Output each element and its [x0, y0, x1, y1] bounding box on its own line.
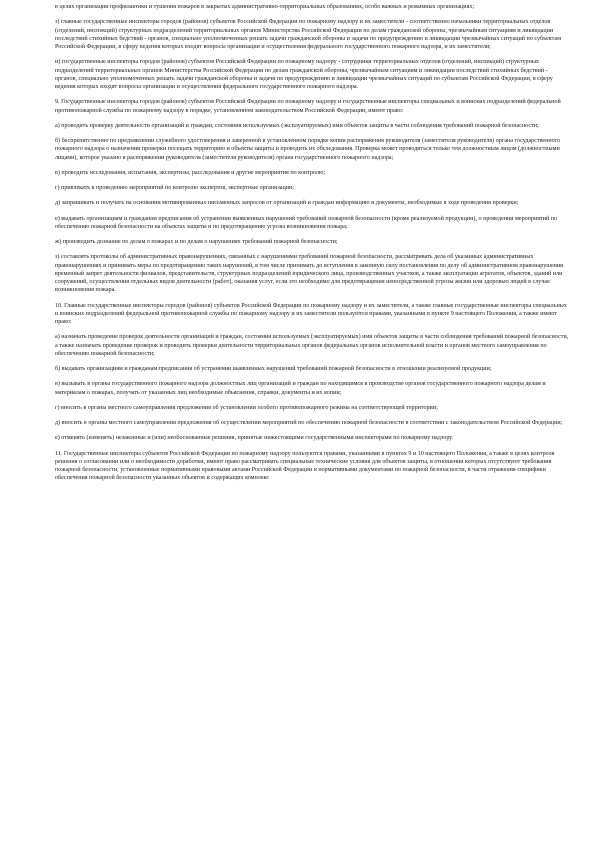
paragraph-9-z: з) составлять протоколы об административных правонарушениях, связанных с нарушениями требований пожарной безопасности, рассматривать дела об указанных административных правонарушениях и принимать меры по предотвращению таких нарушений, в том числе принимать до вступления в законную силу постановления по делу об административном правонарушении временный запрет деятельности филиалов, представительств, структурных подразделений юридического лица, производственных участков, а также эксплуатации агрегатов, объектов, зданий или сооружений, осуществления отдельных видов деятельности (работ), оказания услуг, если это необходимо для предотвращения непосредственной угрозы жизни или здоровью людей в случае возникновения пожара. [55, 254, 564, 294]
paragraph-9-a: а) проводить проверку деятельности организаций и граждан, состояния используемых (эксплуатируемых) ими объектов защиты в части соблюдения требований пожарной безопасности; [55, 122, 539, 129]
paragraph-clause-9: 9. Государственные инспекторы городов (районов) субъектов Российской Федерации по пожарному надзору и государственные инспекторы специальных и воинских подразделений федеральной противопожарной службы по пожарному надзору в порядке, установленном законодательством Российской Федерации, имеют право: [55, 99, 561, 114]
paragraph-item-z: з) главные государственные инспекторы городов (районов) субъектов Российской Федерации по пожарному надзору и их заместители - соответственно начальники территориальных отделов (отделений, инспекций) структурных подразделений территориальных органов Министерства Российской Федерации по делам гражданской обороны, чрезвычайным ситуациям и ликвидации последствий стихийных бедствий - органов, специально уполномоченных решать задачи гражданской обороны и задачи по предупреждению и ликвидации чрезвычайных ситуаций по субъектам Российской Федерации, в сферу ведения которых входят вопросы организации и осуществления федерального государственного пожарного надзора, и их заместители; [55, 19, 561, 50]
paragraph-10-v: в) вызывать в органы государственного пожарного надзора должностных лиц организаций и граждан по находящимся в производстве органов государственного пожарного надзора делам и материалам о пожарах, получать от указанных лиц необходимые объяснения, справки, документы и их копии; [55, 381, 546, 396]
paragraph-clause-11: 11. Государственные инспекторы субъектов Российской Федерации по пожарному надзору пользуются правами, указанными в пунктах 9 и 10 настоящего Положения, а также в целях контроля решения о согласовании или о необходимости доработки, имеют право рассматривать специальные технические условия для объектов защиты, в отношении которых отсутствуют требования пожарной безопасности, установленные нормативными правовыми актами Российской Федерации и нормативными документами по пожарной безопасности, в части отражения специфики обеспечения пожарной безопасности указанных объектов и содержащих комплекс [55, 450, 555, 482]
paragraph-item-i: и) государственные инспекторы городов (районов) субъектов Российской Федерации по пожарному надзору - сотрудники территориальных отделов (отделений, инспекций) структурных подразделений территориальных органов Министерства Российской Федерации по делам гражданской обороны, чрезвычайным ситуациям и ликвидации последствий стихийных бедствий - органов, специально уполномоченных решать задачи гражданской обороны и задачи по предупреждению и ликвидации чрезвычайных ситуаций по субъектам Российской Федерации, в сферу ведения которых входят вопросы организации и осуществления федерального государственного пожарного надзора. [55, 59, 553, 90]
paragraph-9-zh: ж) производить дознание по делам о пожарах и по делам о нарушениях требований пожарной безопасности; [55, 239, 338, 245]
paragraph-9-b: б) беспрепятственно по предъявлении служебного удостоверения и заверенной в установленном порядке копии распоряжения руководителя (заместителя руководителя) органа государственного пожарного надзора о назначении проверки посещать территорию и объекты защиты и проводить их обследования. Проверка может проводиться только тем должностным лицом (должностными лицами), которое указано в распоряжении руководителя (заместителя руководителя) органа государственного пожарного надзора; [55, 138, 561, 161]
paragraph-9-v: в) проводить исследования, испытания, экспертизы, расследования и другие мероприятия по контролю; [55, 169, 326, 176]
paragraph-10-a: а) назначать проведение проверок деятельности организаций и граждан, состояния используемых (эксплуатируемых) ими объектов защиты в части соблюдения требований пожарной безопасности, а также назначать проведение проверок и проводить проверки деятельности территориальных органов федеральных органов исполнительной власти и органов местного самоуправления по обеспечению пожарной безопасности; [55, 334, 569, 357]
paragraph-9-e: е) выдавать организациям и гражданам предписания об устранении выявленных нарушений требований пожарной безопасности (кроме реализуемой продукции), о проведении мероприятий по обеспечению пожарной безопасности на объектах защиты и по предотвращению угрозы возникновения пожара; [55, 215, 558, 230]
paragraph-10-g: г) вносить в органы местного самоуправления предложения об установлении особого противопожарного режима на соответствующей территории; [55, 404, 438, 411]
paragraph-9-g: г) привлекать к проведению мероприятий по контролю экспертов, экспертные организации; [55, 185, 294, 191]
paragraph-10-e: е) отменять (изменять) незаконные и (или) необоснованные решения, принятые нижестоящими государственными инспекторами по пожарному надзору. [55, 435, 454, 442]
paragraph-10-b: б) выдавать организациям и гражданам предписания об устранении выявленных нарушений требований пожарной безопасности в отношении реализуемой продукции; [55, 366, 492, 372]
paragraph-clause-10: 10. Главные государственные инспекторы городов (районов) субъектов Российской Федерации по пожарному надзору и их заместители, а также главные государственные инспекторы специальных и воинских подразделений федеральной противопожарной службы по пожарному надзору и их заместители пользуются правами, указанными в пункте 9 настоящего Положения, а также имеют право: [55, 302, 567, 325]
paragraph-10-d: д) вносить в органы местного самоуправления предложения об осуществлении мероприятий по обеспечению пожарной безопасности в соответствии с законодательством Российской Федерации; [55, 420, 563, 426]
paragraph-9-d: д) запрашивать и получать на основании мотивированных письменных запросов от организаций и граждан информацию и документы, необходимые в ходе проведения проверки; [55, 200, 519, 207]
paragraph-intro: в целях организации профилактики и тушения пожаров в закрытых административно-территориальных образованиях, особо важных и режимных организациях; [55, 4, 475, 10]
